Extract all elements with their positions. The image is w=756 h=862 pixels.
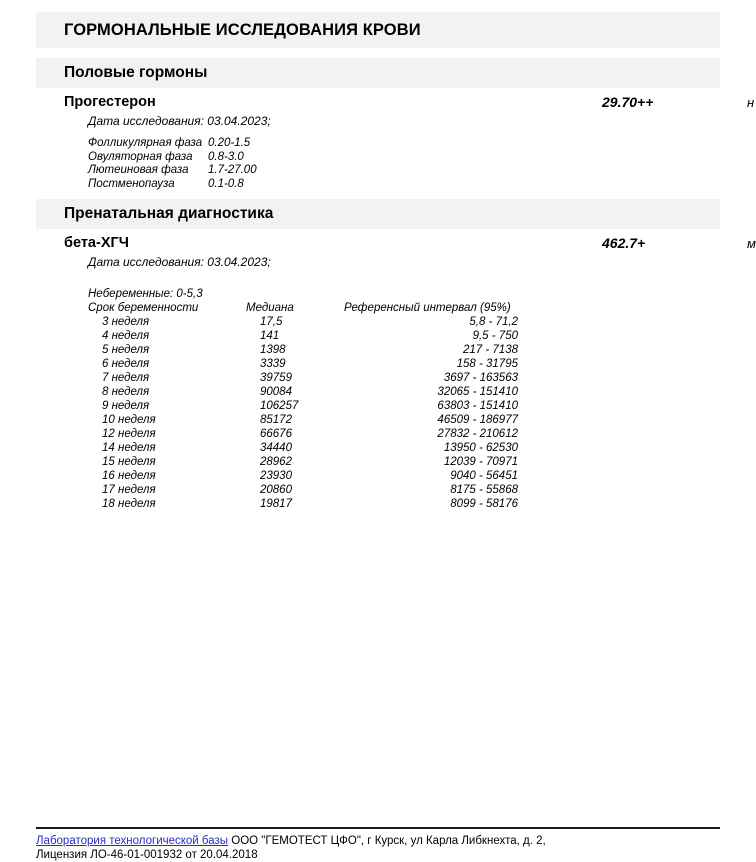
- table-row: [88, 385, 720, 399]
- cell-reference: 9040 - 56451: [450, 470, 518, 483]
- section-heading-prenatal: [36, 199, 720, 229]
- cell-week: 14 неделя: [102, 442, 156, 455]
- cell-reference: 8099 - 58176: [450, 498, 518, 511]
- cell-week: 4 неделя: [102, 330, 150, 343]
- reference-row: [88, 151, 720, 165]
- cell-week: 15 неделя: [102, 456, 156, 469]
- cell-reference: 217 - 7138: [463, 344, 518, 357]
- cell-week: 12 неделя: [102, 428, 156, 441]
- cell-median: 90084: [260, 386, 292, 399]
- reference-block-progesterone: [36, 128, 720, 191]
- cell-reference: 9,5 - 750: [472, 330, 518, 343]
- cell-reference: 5,8 - 71,2: [469, 316, 518, 329]
- reference-phase-name: Лютеиновая фаза: [88, 164, 189, 177]
- reference-phase-value: 0.20-1.5: [208, 137, 251, 149]
- cell-median: 3339: [260, 358, 286, 371]
- reference-phase-name: Фолликулярная фаза: [88, 137, 203, 149]
- non-pregnant-note: Небеременные: 0-5,3: [88, 288, 203, 301]
- analyte-unit-progesterone: н: [747, 95, 755, 110]
- table-row: [88, 427, 720, 441]
- reference-phase-name: Овуляторная фаза: [88, 150, 193, 163]
- reference-phase-value: 0.1-0.8: [208, 177, 244, 190]
- lab-link[interactable]: Лаборатория технологической базы: [36, 835, 229, 847]
- footer-address-line: [36, 834, 720, 848]
- cell-week: 18 неделя: [102, 498, 156, 511]
- table-row: [88, 469, 720, 483]
- analyte-row-progesterone: [36, 88, 755, 110]
- cell-reference: 32065 - 151410: [437, 386, 518, 399]
- cell-reference: 46509 - 186977: [437, 414, 518, 427]
- table-row: [88, 399, 720, 413]
- cell-reference: 13950 - 62530: [443, 442, 518, 455]
- table-row: [88, 483, 720, 497]
- cell-median: 1398: [260, 344, 286, 357]
- footer-license-line: Лицензия ЛО-46-01-001932 от 20.04.2018: [36, 849, 258, 861]
- reference-row: [88, 137, 720, 151]
- analyte-unit-beta-hcg: м: [747, 236, 756, 252]
- cell-week: 5 неделя: [102, 344, 150, 357]
- table-row: [88, 413, 720, 427]
- reference-row: [88, 164, 720, 178]
- reference-row: [88, 178, 720, 192]
- cell-median: 39759: [260, 372, 292, 385]
- reference-phase-value: 0.8-3.0: [208, 150, 244, 163]
- cell-median: 19817: [260, 498, 292, 511]
- analyte-value-progesterone: 29.70++: [602, 94, 654, 110]
- cell-week: 16 неделя: [102, 470, 156, 483]
- column-header-week: Срок беременности: [88, 302, 199, 315]
- table-header-row: [88, 301, 720, 315]
- table-row: [88, 441, 720, 455]
- cell-median: 20860: [260, 484, 292, 497]
- reference-phase-name: Постменопауза: [88, 177, 175, 190]
- cell-median: 28962: [260, 456, 292, 469]
- cell-week: 9 неделя: [102, 400, 150, 413]
- section-heading-sex-hormones: [36, 58, 720, 88]
- table-row: [88, 329, 720, 343]
- analyte-value-beta-hcg: 462.7+: [602, 235, 646, 252]
- analyte-row-beta-hcg: [36, 229, 756, 252]
- cell-reference: 8175 - 55868: [450, 484, 518, 497]
- cell-median: 34440: [260, 442, 292, 455]
- analyte-name-progesterone: Прогестерон: [64, 94, 156, 110]
- cell-median: 66676: [260, 428, 292, 441]
- table-row: [88, 371, 720, 385]
- column-header-median: Медиана: [246, 302, 294, 315]
- section-heading-sex-hormones-text: Половые гормоны: [64, 64, 208, 81]
- cell-week: 6 неделя: [102, 358, 150, 371]
- cell-week: 3 неделя: [102, 316, 150, 329]
- cell-reference: 3697 - 163563: [443, 372, 518, 385]
- table-row: [88, 455, 720, 469]
- cell-reference: 12039 - 70971: [443, 456, 518, 469]
- cell-week: 8 неделя: [102, 386, 150, 399]
- footer-divider: [36, 827, 720, 829]
- cell-median: 85172: [260, 414, 292, 427]
- table-row: [88, 497, 720, 511]
- column-header-reference: Референсный интервал (95%): [344, 302, 511, 315]
- reference-phase-value: 1.7-27.00: [208, 164, 257, 177]
- report-main-title: [36, 12, 720, 48]
- hcg-reference-table: [36, 301, 720, 511]
- analyte-date-progesterone: Дата исследования: 03.04.2023;: [88, 114, 271, 128]
- cell-reference: 27832 - 210612: [437, 428, 518, 441]
- cell-week: 17 неделя: [102, 484, 156, 497]
- cell-week: 10 неделя: [102, 414, 156, 427]
- cell-median: 141: [260, 330, 280, 343]
- cell-week: 7 неделя: [102, 372, 150, 385]
- cell-reference: 158 - 31795: [456, 358, 518, 371]
- cell-median: 106257: [260, 400, 299, 413]
- cell-reference: 63803 - 151410: [437, 400, 518, 413]
- table-row: [88, 357, 720, 371]
- cell-median: 23930: [260, 470, 292, 483]
- report-main-title-text: ГОРМОНАЛЬНЫЕ ИССЛЕДОВАНИЯ КРОВИ: [64, 20, 421, 39]
- table-row: [88, 343, 720, 357]
- table-row: [88, 315, 720, 329]
- report-page: [36, 0, 756, 862]
- cell-median: 17,5: [260, 316, 283, 329]
- section-heading-prenatal-text: Пренатальная диагностика: [64, 205, 274, 223]
- footer-address-text: ООО "ГЕМОТЕСТ ЦФО", г Курск, ул Карла Либкнехта, д. 2,: [228, 835, 546, 847]
- page-footer: [36, 827, 720, 862]
- analyte-date-beta-hcg: Дата исследования: 03.04.2023;: [88, 255, 271, 270]
- analyte-name-beta-hcg: бета-ХГЧ: [64, 235, 129, 252]
